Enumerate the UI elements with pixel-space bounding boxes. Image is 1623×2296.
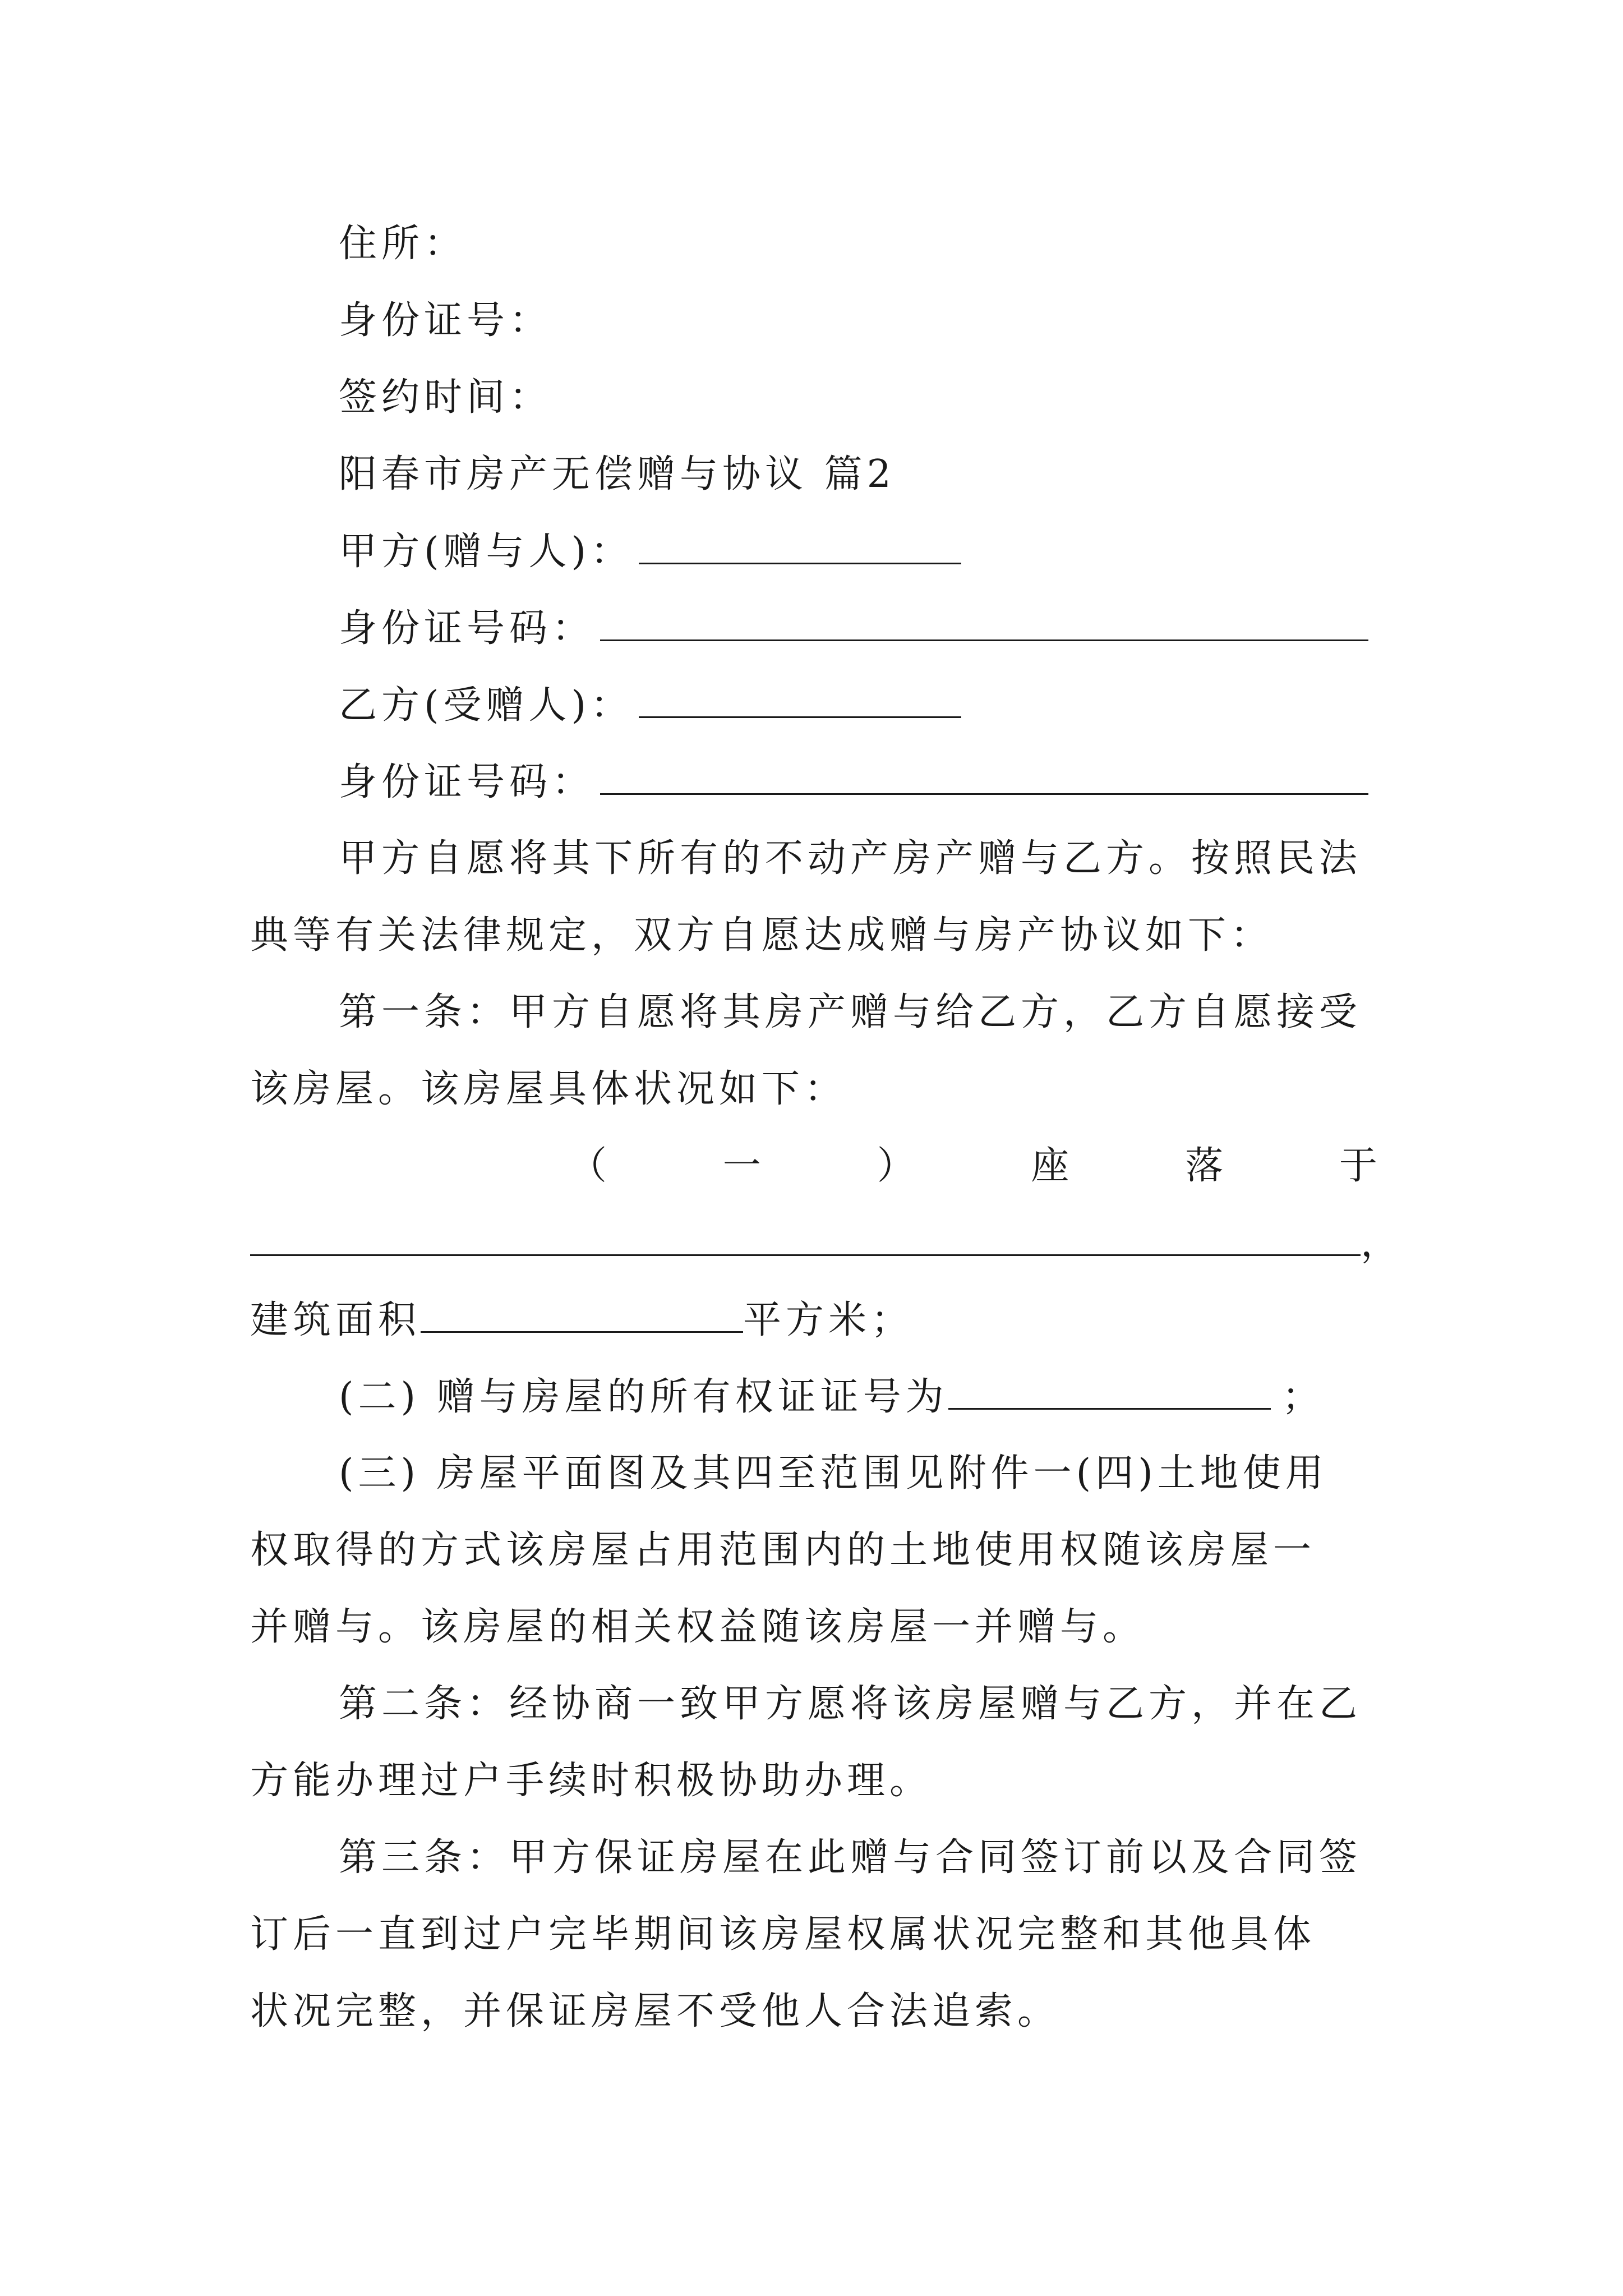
party-b-line: [339, 683, 1477, 728]
article-one-line: 第一条：甲方自愿将其房产赠与给乙方，乙方自愿接受: [339, 990, 1362, 1034]
party-a-blank: [639, 529, 961, 564]
party-a-id-blank: [600, 606, 1368, 641]
area-line: [250, 1297, 1389, 1343]
party-b-blank: [639, 683, 961, 718]
party-b-id-label: 身份证号码：: [339, 760, 595, 804]
certificate-line: [339, 1374, 1477, 1420]
semicolon: ；: [1281, 1375, 1325, 1419]
party-a-id-label: 身份证号码：: [339, 606, 595, 651]
certificate-blank: [948, 1374, 1271, 1410]
party-b-id-blank: [600, 760, 1368, 795]
location-char-3: 于: [1339, 1144, 1382, 1188]
numeral-one: 一: [722, 1144, 766, 1188]
paragraph-line: 订后一直到过户完毕期间该房屋权属状况完整和其他具体: [250, 1912, 1316, 1957]
party-b-label: 乙方(受赠人)：: [339, 683, 634, 728]
location-char-2: 落: [1185, 1144, 1228, 1188]
location-line: [569, 1144, 1382, 1189]
party-a-id-line: [339, 606, 1477, 651]
area-blank: [421, 1297, 743, 1333]
id-number-label: 身份证号：: [339, 298, 552, 343]
paren-open: （: [569, 1144, 612, 1188]
location-char-1: 座: [1031, 1144, 1074, 1188]
party-b-id-line: [339, 760, 1477, 805]
paragraph-line: 典等有关法律规定，双方自愿达成赠与房产协议如下：: [250, 913, 1274, 958]
location-blank: [250, 1221, 1361, 1256]
paragraph-line: 甲方自愿将其下所有的不动产房产赠与乙方。按照民法: [339, 836, 1362, 881]
article-two-line: 第二条：经协商一致甲方愿将该房屋赠与乙方，并在乙: [339, 1682, 1362, 1726]
paren-close: ）: [877, 1144, 920, 1188]
paragraph-line: 状况完整，并保证房屋不受他人合法追索。: [250, 1989, 1061, 2033]
area-label: 建筑面积: [250, 1298, 421, 1342]
party-a-label: 甲方(赠与人)：: [339, 530, 634, 574]
signing-time-label: 签约时间：: [339, 375, 552, 420]
comma: ，: [1361, 1221, 1404, 1266]
location-blank-line: [250, 1221, 1404, 1266]
paragraph-line: (三) 房屋平面图及其四至范围见附件一(四)土地使用: [339, 1451, 1328, 1496]
paragraph-line: 权取得的方式该房屋占用范围内的土地使用权随该房屋一: [250, 1528, 1316, 1572]
section-heading: 阳春市房产无偿赠与协议 篇2: [339, 452, 896, 496]
area-unit: 平方米；: [743, 1298, 914, 1342]
paragraph-line: 并赠与。该房屋的相关权益随该房屋一并赠与。: [250, 1605, 1146, 1649]
certificate-label: (二) 赠与房屋的所有权证证号为: [339, 1375, 948, 1419]
address-label: 住所：: [339, 222, 467, 266]
paragraph-line: 该房屋。该房屋具体状况如下：: [250, 1067, 847, 1111]
article-three-line: 第三条：甲方保证房屋在此赠与合同签订前以及合同签: [339, 1835, 1362, 1880]
paragraph-line: 方能办理过户手续时积极协助办理。: [250, 1759, 933, 1803]
party-a-line: [339, 529, 1477, 574]
